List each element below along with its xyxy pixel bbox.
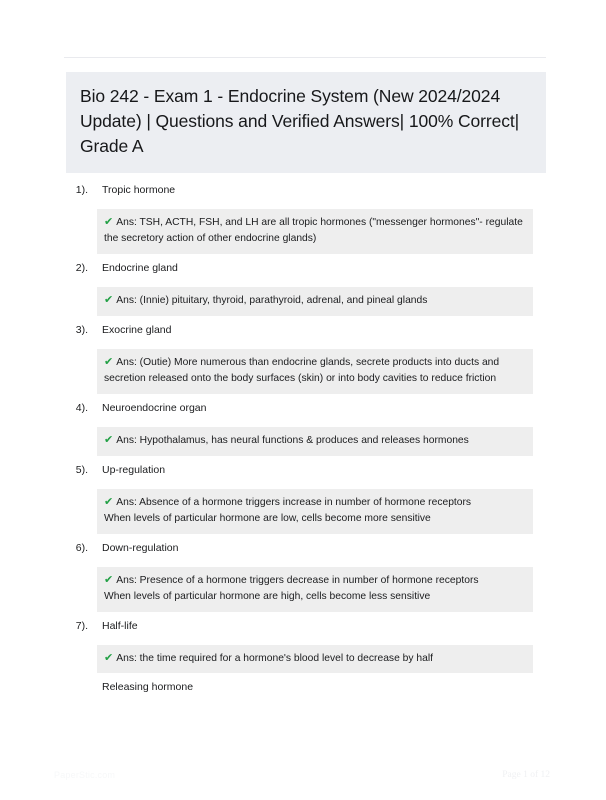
answer-box bbox=[97, 427, 533, 456]
qa-item bbox=[0, 322, 606, 400]
answer-box bbox=[97, 287, 533, 316]
check-mark-icon: ✔ bbox=[104, 293, 114, 306]
check-mark-icon: ✔ bbox=[104, 495, 114, 508]
question-text: Exocrine gland bbox=[102, 323, 172, 336]
question-row bbox=[0, 462, 606, 480]
qa-item bbox=[0, 618, 606, 680]
check-mark-icon: ✔ bbox=[104, 651, 114, 664]
qa-item bbox=[0, 182, 606, 260]
qa-item bbox=[0, 260, 606, 322]
answer-text: Ans: (Innie) pituitary, thyroid, parathyroid, adrenal, and pineal glands bbox=[116, 294, 428, 306]
answer-text: When levels of particular hormone are low, cells become more sensitive bbox=[104, 512, 431, 524]
question-text: Tropic hormone bbox=[102, 184, 176, 196]
question-number: 2). bbox=[75, 261, 88, 274]
question-text: Endocrine gland bbox=[102, 261, 178, 274]
answer-line bbox=[104, 433, 524, 449]
answer-text: Ans: (Outie) More numerous than endocrine glands, secrete products into ducts and secretion released onto the body surfaces (skin) or into body cavities to reduce friction bbox=[104, 356, 500, 384]
qa-item bbox=[0, 462, 606, 540]
question-row bbox=[0, 400, 606, 418]
question-answer-list bbox=[0, 182, 606, 725]
check-mark-icon: ✔ bbox=[104, 573, 114, 586]
answer-text: Ans: Absence of a hormone triggers increase in number of hormone receptors bbox=[116, 496, 472, 508]
qa-item bbox=[0, 679, 606, 725]
question-row bbox=[0, 618, 606, 636]
page-title: Bio 242 - Exam 1 - Endocrine System (New 2024/2024 Update) | Questions and Verified Answers| 100% Correct| Grade A bbox=[66, 72, 546, 173]
answer-text: Ans: the time required for a hormone's blood level to decrease by half bbox=[116, 652, 433, 664]
question-row bbox=[0, 182, 606, 200]
answer-text: Ans: Hypothalamus, has neural functions & produces and releases hormones bbox=[116, 434, 469, 446]
check-mark-icon: ✔ bbox=[104, 216, 114, 228]
answer-line bbox=[104, 215, 524, 247]
question-number: 1). bbox=[75, 184, 88, 196]
header-divider bbox=[64, 57, 546, 58]
question-number: 7). bbox=[75, 619, 88, 632]
answer-placeholder bbox=[0, 697, 606, 719]
page-number: Page 1 of 12 bbox=[502, 770, 550, 780]
question-number: 3). bbox=[75, 323, 88, 336]
question-row bbox=[0, 322, 606, 340]
answer-box bbox=[97, 489, 533, 534]
answer-box bbox=[97, 567, 533, 612]
question-number: 4). bbox=[75, 401, 88, 414]
answer-line bbox=[104, 573, 524, 589]
question-row bbox=[0, 260, 606, 278]
answer-text: Ans: TSH, ACTH, FSH, and LH are all tropic hormones ("messenger hormones"- regulate the secretory action of other endocrine glands) bbox=[104, 217, 523, 244]
question-text: Up-regulation bbox=[102, 463, 166, 476]
question-text: Neuroendocrine organ bbox=[102, 401, 207, 414]
question-text: Half-life bbox=[102, 619, 138, 632]
answer-box bbox=[97, 349, 533, 394]
answer-line bbox=[104, 355, 524, 387]
question-number: 6). bbox=[75, 541, 88, 554]
question-text: Releasing hormone bbox=[102, 681, 194, 694]
question-text: Down-regulation bbox=[102, 541, 179, 554]
site-watermark: PaperStic.com bbox=[54, 770, 116, 780]
check-mark-icon: ✔ bbox=[104, 433, 114, 446]
answer-line bbox=[104, 651, 524, 667]
qa-item bbox=[0, 540, 606, 618]
check-mark-icon: ✔ bbox=[104, 355, 114, 368]
answer-line bbox=[104, 511, 524, 527]
qa-item bbox=[0, 400, 606, 462]
answer-line bbox=[104, 293, 524, 309]
answer-box bbox=[97, 645, 533, 674]
question-row bbox=[0, 540, 606, 558]
answer-line bbox=[104, 495, 524, 511]
question-number: 5). bbox=[75, 463, 88, 476]
answer-text: Ans: Presence of a hormone triggers decrease in number of hormone receptors bbox=[116, 574, 479, 586]
answer-text: When levels of particular hormone are high, cells become less sensitive bbox=[104, 590, 431, 602]
answer-box bbox=[97, 209, 533, 254]
page-footer bbox=[0, 768, 606, 782]
question-row bbox=[0, 679, 606, 697]
answer-line bbox=[104, 589, 524, 605]
